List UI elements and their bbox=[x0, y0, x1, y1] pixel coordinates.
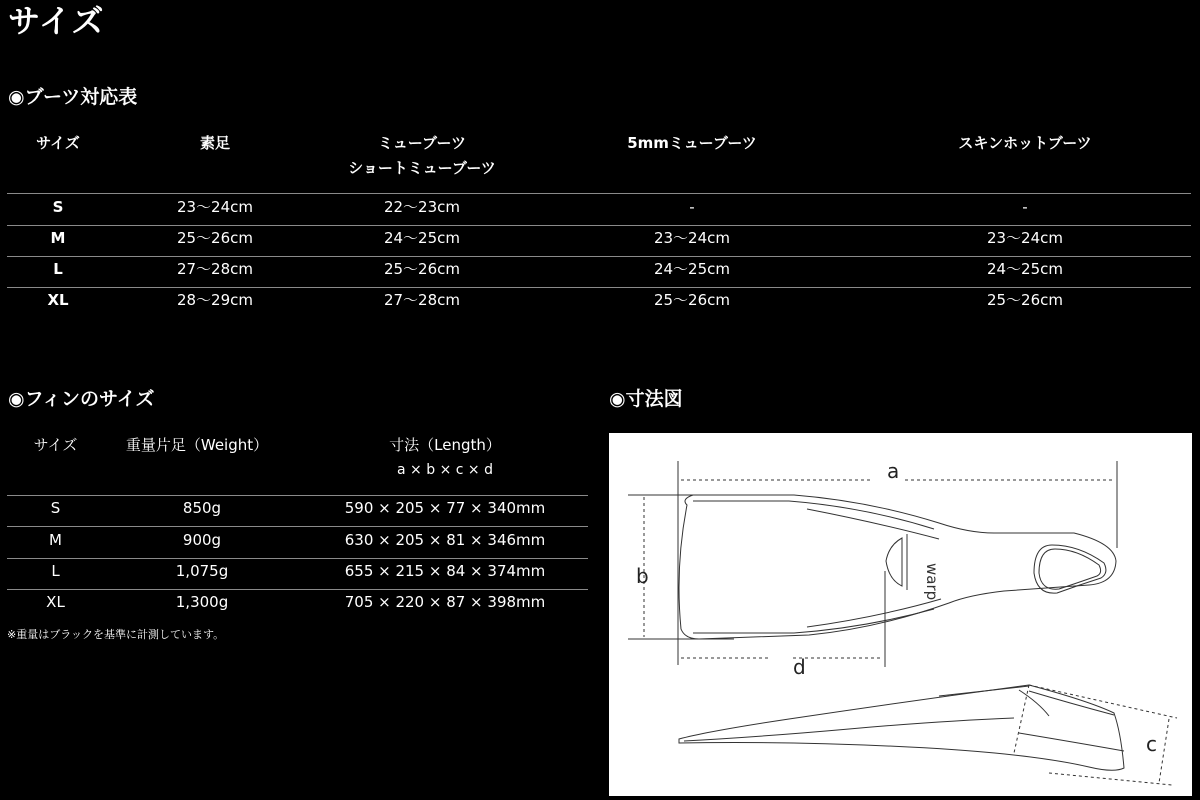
cell-size: L bbox=[51, 562, 60, 580]
cell-size: XL bbox=[46, 593, 65, 611]
boots-header-myu-short: ショートミューブーツ bbox=[348, 159, 496, 177]
fin-header-length: 寸法（Length） bbox=[389, 436, 501, 454]
cell-size: L bbox=[53, 260, 63, 278]
divider bbox=[7, 256, 1191, 257]
boots-header-5mm-myu: 5mmミューブーツ bbox=[627, 134, 757, 152]
divider bbox=[7, 225, 1191, 226]
cell-weight: 850g bbox=[182, 499, 222, 517]
label-b: b bbox=[636, 564, 649, 588]
cell-weight: 1,300g bbox=[175, 593, 229, 611]
boots-header-myu: ミューブーツ bbox=[378, 134, 466, 152]
cell-barefoot: 27〜28cm bbox=[176, 260, 254, 278]
cell-barefoot: 25〜26cm bbox=[176, 229, 254, 247]
cell-length: 590 × 205 × 77 × 340mm bbox=[344, 499, 546, 517]
diagram-title: ◉寸法図 bbox=[609, 388, 683, 410]
label-d: d bbox=[793, 655, 806, 679]
cell-myu: 27〜28cm bbox=[383, 291, 461, 309]
cell-skinhot: 24〜25cm bbox=[986, 260, 1064, 278]
cell-myu: 22〜23cm bbox=[383, 198, 461, 216]
fin-header-weight: 重量片足（Weight） bbox=[125, 436, 269, 454]
cell-myu5: 24〜25cm bbox=[653, 260, 731, 278]
cell-barefoot: 23〜24cm bbox=[176, 198, 254, 216]
fin-drawing-icon bbox=[609, 433, 1192, 796]
fin-header-length-sub: a × b × c × d bbox=[397, 462, 493, 478]
cell-size: M bbox=[49, 531, 62, 549]
cell-size: S bbox=[50, 499, 61, 517]
cell-weight: 1,075g bbox=[175, 562, 229, 580]
cell-size: M bbox=[50, 229, 66, 247]
label-c: c bbox=[1146, 732, 1157, 756]
page-title: サイズ bbox=[8, 2, 105, 40]
cell-skinhot: 23〜24cm bbox=[986, 229, 1064, 247]
cell-barefoot: 28〜29cm bbox=[176, 291, 254, 309]
cell-length: 630 × 205 × 81 × 346mm bbox=[344, 531, 546, 549]
cell-myu: 25〜26cm bbox=[383, 260, 461, 278]
label-a: a bbox=[887, 459, 900, 483]
cell-weight: 900g bbox=[182, 531, 222, 549]
cell-skinhot: 25〜26cm bbox=[986, 291, 1064, 309]
svg-text:warp: warp bbox=[923, 563, 941, 601]
fin-table-title: ◉フィンのサイズ bbox=[8, 388, 155, 410]
divider bbox=[7, 287, 1191, 288]
fin-dimension-diagram bbox=[609, 433, 1192, 796]
divider bbox=[7, 495, 588, 496]
weight-note: ※重量はブラックを基準に計測しています。 bbox=[7, 628, 225, 641]
cell-skinhot: - bbox=[1022, 198, 1028, 216]
cell-length: 705 × 220 × 87 × 398mm bbox=[344, 593, 546, 611]
cell-length: 655 × 215 × 84 × 374mm bbox=[344, 562, 546, 580]
boots-header-skinhot: スキンホットブーツ bbox=[958, 134, 1092, 152]
divider bbox=[7, 193, 1191, 194]
boots-header-size: サイズ bbox=[36, 134, 80, 152]
cell-myu5: 25〜26cm bbox=[653, 291, 731, 309]
boots-header-barefoot: 素足 bbox=[199, 134, 230, 152]
boots-table-title: ◉ブーツ対応表 bbox=[8, 86, 138, 108]
cell-myu: 24〜25cm bbox=[383, 229, 461, 247]
brand-logo bbox=[923, 563, 941, 600]
cell-myu5: - bbox=[689, 198, 695, 216]
divider bbox=[7, 558, 588, 559]
fin-header-size: サイズ bbox=[33, 436, 78, 454]
cell-size: XL bbox=[47, 291, 69, 309]
cell-size: S bbox=[52, 198, 64, 216]
divider bbox=[7, 589, 588, 590]
divider bbox=[7, 526, 588, 527]
cell-myu5: 23〜24cm bbox=[653, 229, 731, 247]
